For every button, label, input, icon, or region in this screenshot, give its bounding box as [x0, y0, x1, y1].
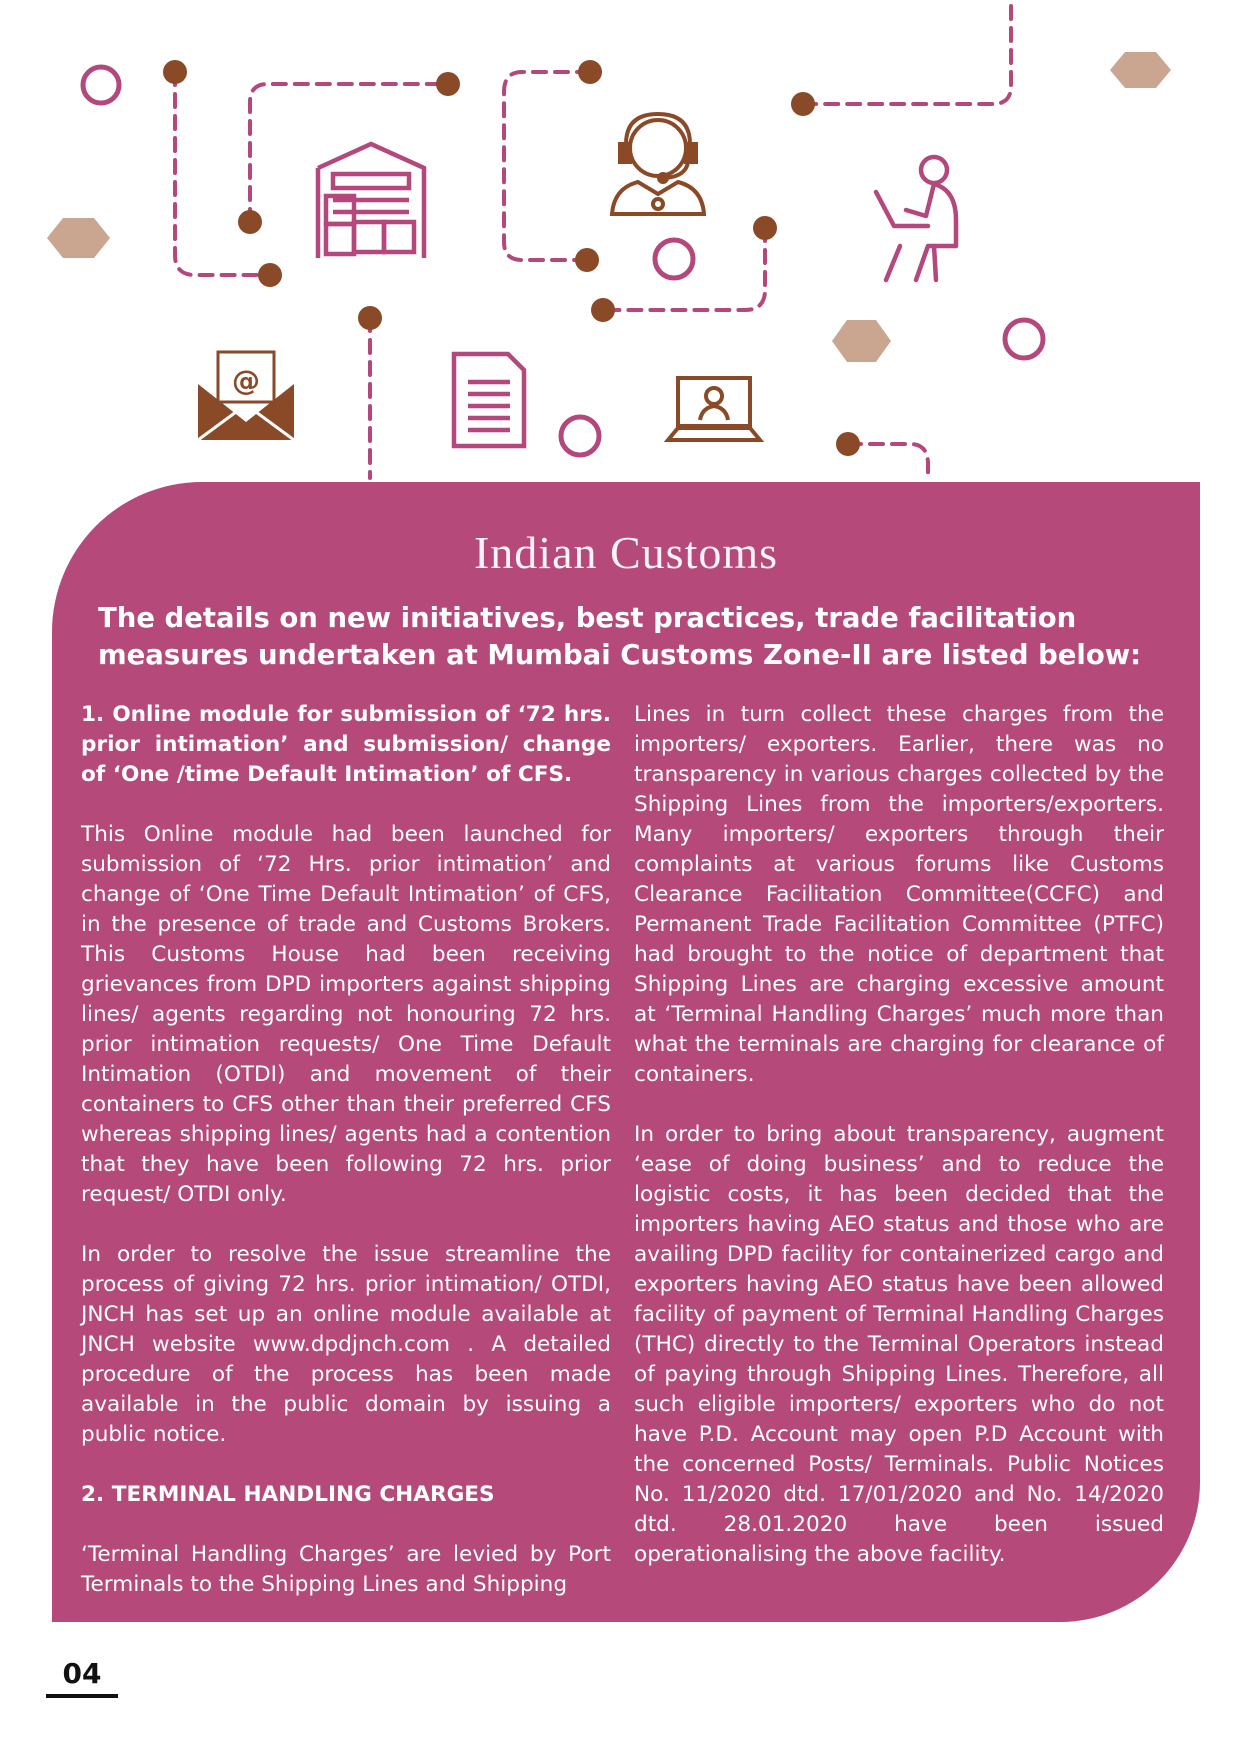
paragraph: ‘Terminal Handling Charges’ are levied by Port Terminals to the Shipping Lines and Shipping: [81, 1542, 611, 1597]
page-number: 04: [46, 1657, 118, 1698]
document-icon: [454, 354, 524, 446]
paragraph: This Online module had been launched for submission of ‘72 Hrs. prior intimation’ and change of ‘One Time Default Intimation’ of CFS, in the presence of trade and Customs Brokers. This Customs House had been receiving grievances from DPD importers against shipping lines/ agents regarding not honouring 72 hrs. prior intimation requests/ One Time Default Intimation (OTDI) and movement of their containers to CFS other than their preferred CFS whereas shipping lines/ agents had a contention that they have been following 72 hrs. prior request/ OTDI only.: [81, 822, 611, 1207]
customer-support-icon: [612, 114, 704, 214]
section-heading-online-module: 1. Online module for submission of ‘72 hrs. prior intimation’ and submission/ change of ‘One /time Default Intimation’ of CFS.: [81, 702, 611, 787]
page-subtitle: The details on new initiatives, best practices, trade facilitation measures undertaken at Mumbai Customs Zone-II are listed below:: [98, 602, 1142, 671]
svg-text:@: @: [232, 364, 260, 397]
paragraph: In order to resolve the issue streamline the process of giving 72 hrs. prior intimation/ OTDI, JNCH has set up an online module available at JNCH website www.dpdjnch.com . A detailed procedure of the process has been made available in the public domain by issuing a public notice.: [81, 1242, 611, 1447]
left-column: [81, 700, 611, 1600]
section-heading-terminal-handling-charges: 2. TERMINAL HANDLING CHARGES: [81, 1482, 495, 1507]
content-panel: [52, 482, 1200, 1622]
page-title: Indian Customs: [473, 527, 779, 578]
paragraph: Lines in turn collect these charges from the importers/ exporters. Earlier, there was no transparency in various charges collected by the Shipping Lines from the importers/exporters. Many importers/ exporters through their complaints at various forums like Customs Clearance Facilitation Committee(CCFC) and Permanent Trade Facilitation Committee (PTFC) had brought to the notice of department that Shipping Lines are charging excessive amount at ‘Terminal Handling Charges’ much more than what the terminals are charging for clearance of containers.: [634, 702, 1164, 1087]
paragraph: In order to bring about transparency, augment ‘ease of doing business’ and to reduce the logistic costs, it has been decided that the importers having AEO status and those who are availing DPD facility for containerized cargo and exporters having AEO status have been allowed facility of payment of Terminal Handling Charges (THC) directly to the Terminal Operators instead of paying through Shipping Lines. Therefore, all such eligible importers/ exporters who do not have P.D. Account may open P.D Account with the concerned Posts/ Terminals. Public Notices No. 11/2020 dtd. 17/01/2020 and No. 14/2020 dtd. 28.01.2020 have been issued operationalising the above facility.: [634, 1122, 1164, 1567]
person-on-laptop-icon: [876, 157, 956, 280]
decorative-header-graphic: [0, 0, 1240, 520]
right-column: [634, 700, 1164, 1570]
warehouse-icon: [318, 144, 424, 258]
email-icon: [198, 352, 294, 440]
video-call-icon: [668, 378, 760, 440]
